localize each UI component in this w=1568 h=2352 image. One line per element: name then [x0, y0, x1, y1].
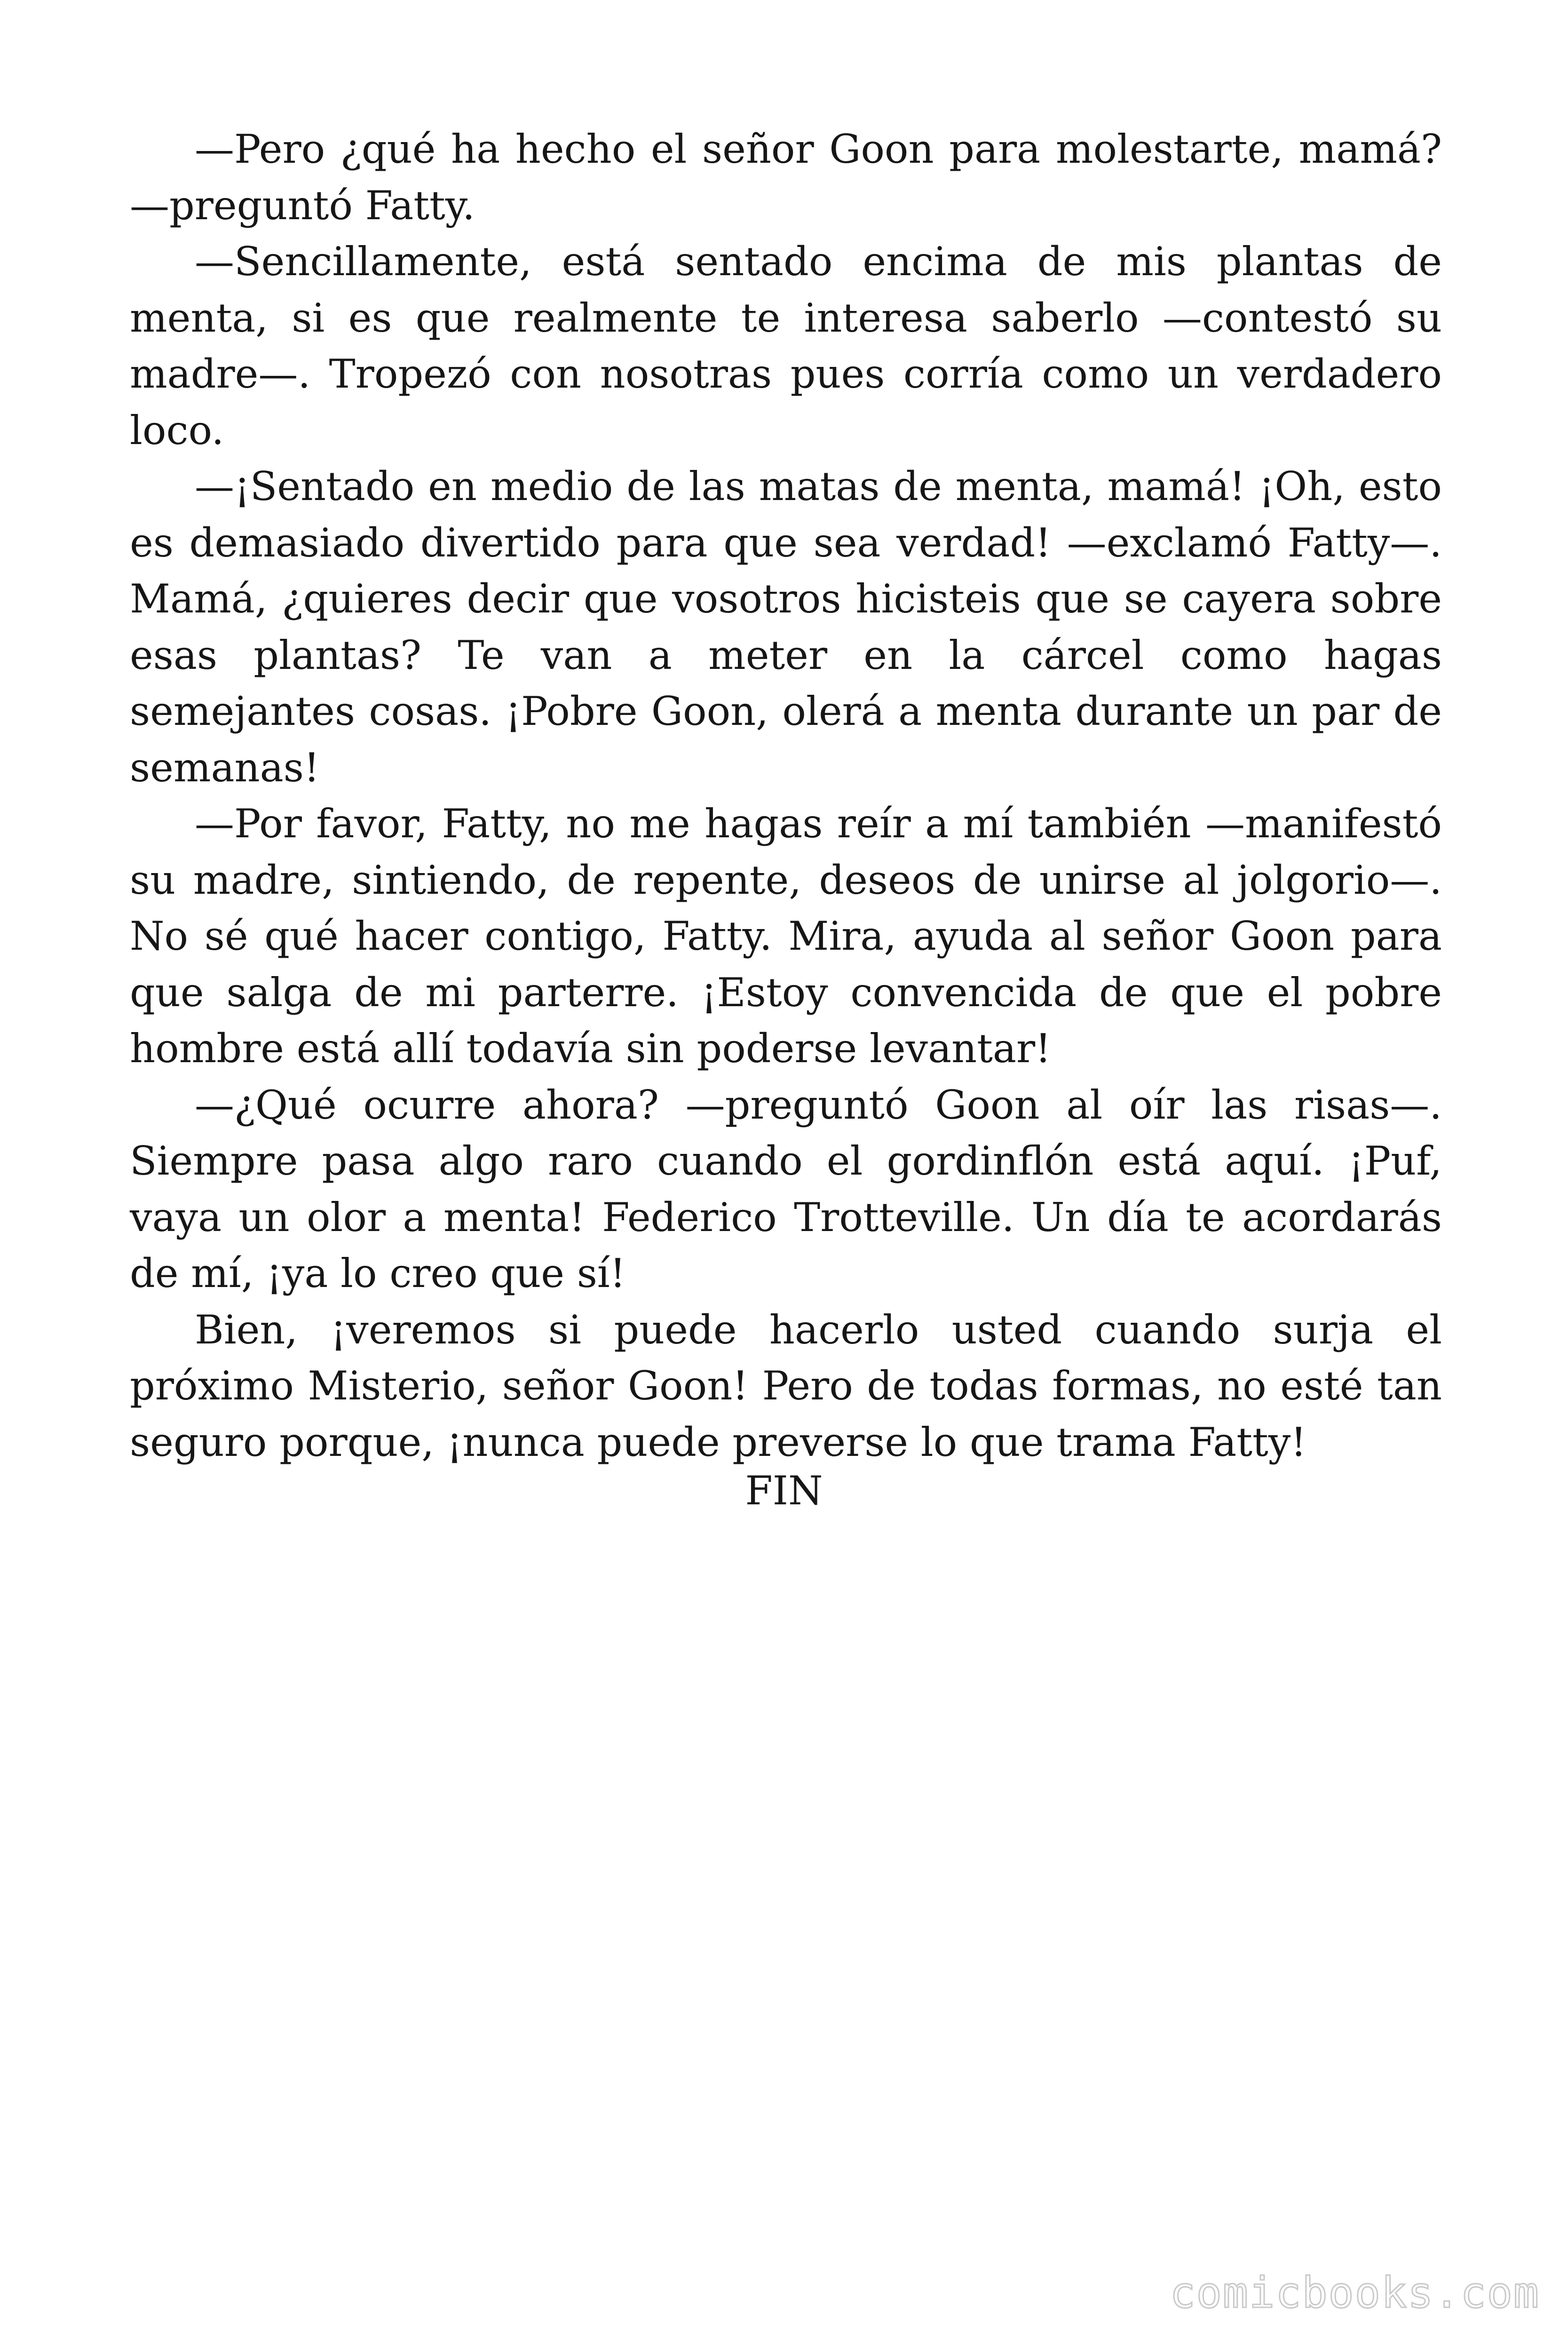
- paragraph: —Pero ¿qué ha hecho el señor Goon para molestarte, mamá? —preguntó Fatty.: [130, 126, 1442, 229]
- watermark: comicbooks.com: [1170, 2268, 1540, 2318]
- paragraph: —Sencillamente, está sentado encima de mis plantas de menta, si es que realmente te interesa saberlo —contestó su madre—. Tropezó con nosotras pues corría como un verdadero loco.: [130, 238, 1442, 453]
- paragraph: —¡Sentado en medio de las matas de menta, mamá! ¡Oh, esto es demasiado divertido para que sea verdad! —exclamó Fatty—. Mamá, ¿quieres decir que vosotros hicisteis que se cayera sobre esas plantas? Te van a meter en la cárcel como hagas semejantes cosas. ¡Pobre Goon, olerá a menta durante un par de semanas!: [130, 463, 1442, 791]
- paragraph: —¿Qué ocurre ahora? —preguntó Goon al oír las risas—. Siempre pasa algo raro cuando el gordinflón está aquí. ¡Puf, vaya un olor a menta! Federico Trotteville. Un día te acordarás de mí, ¡ya lo creo que sí!: [130, 1081, 1442, 1296]
- paragraph: Bien, ¡veremos si puede hacerlo usted cuando surja el próximo Misterio, señor Goon! Pero de todas formas, no esté tan seguro porque, ¡nunca puede preverse lo que trama Fatty!: [130, 1306, 1442, 1465]
- ending-label: FIN: [745, 1468, 823, 1514]
- paragraph: —Por favor, Fatty, no me hagas reír a mí también —manifestó su madre, sintiendo, de repente, deseos de unirse al jolgorio—. No sé qué hacer contigo, Fatty. Mira, ayuda al señor Goon para que salga de mi parterre. ¡Estoy convencida de que el pobre hombre está allí todavía sin poderse levantar!: [130, 801, 1442, 1072]
- body-text: [130, 121, 1442, 1470]
